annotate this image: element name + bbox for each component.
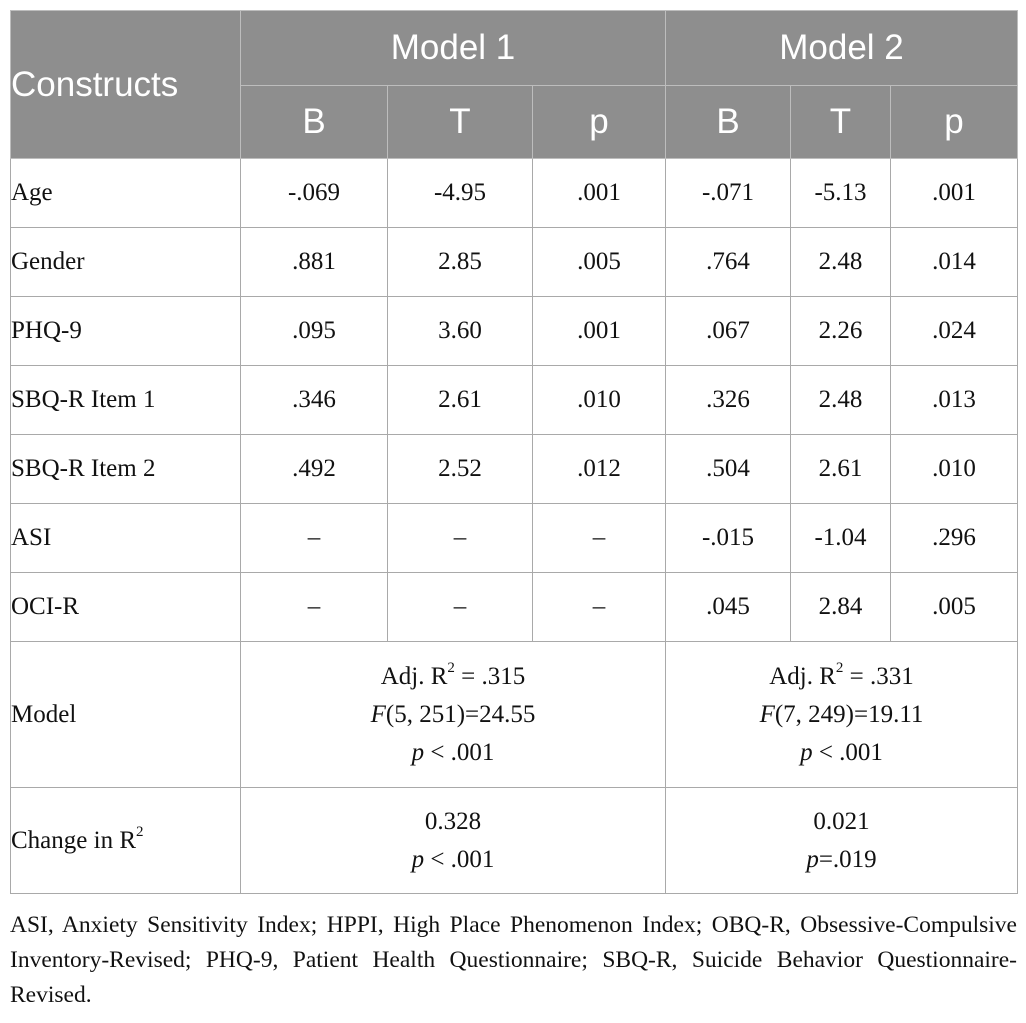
cell-value: 2.61 bbox=[388, 366, 533, 435]
cell-value: .095 bbox=[241, 297, 388, 366]
change-r2-row bbox=[11, 788, 1018, 894]
model1-fit-cell bbox=[241, 642, 666, 788]
change-value: 0.328 bbox=[424, 807, 482, 835]
row-label: SBQ-R Item 2 bbox=[11, 435, 241, 504]
row-label: Change in $R^2$ bbox=[11, 788, 241, 894]
cell-value: .001 bbox=[533, 159, 666, 228]
table-row bbox=[11, 573, 1018, 642]
col-header-b: B bbox=[666, 86, 791, 159]
cell-value: .001 bbox=[891, 159, 1018, 228]
cell-value: 2.26 bbox=[791, 297, 891, 366]
cell-value: – bbox=[241, 504, 388, 573]
row-label: SBQ-R Item 1 bbox=[11, 366, 241, 435]
cell-value: -4.95 bbox=[388, 159, 533, 228]
cell-value: – bbox=[388, 504, 533, 573]
table-row bbox=[11, 297, 1018, 366]
cell-value: -5.13 bbox=[791, 159, 891, 228]
cell-value: .326 bbox=[666, 366, 791, 435]
cell-value: -1.04 bbox=[791, 504, 891, 573]
cell-value: -.015 bbox=[666, 504, 791, 573]
p-value-line: p < .001 bbox=[411, 738, 495, 766]
cell-value: – bbox=[241, 573, 388, 642]
row-label: OCI-R bbox=[11, 573, 241, 642]
col-header-p: p bbox=[891, 86, 1018, 159]
model2-header: Model 2 bbox=[666, 11, 1018, 86]
cell-value: .005 bbox=[533, 228, 666, 297]
table-row bbox=[11, 366, 1018, 435]
cell-value: 2.48 bbox=[791, 366, 891, 435]
regression-table bbox=[10, 10, 1018, 894]
cell-value: -.069 bbox=[241, 159, 388, 228]
model2-change-cell bbox=[666, 788, 1018, 894]
cell-value: .012 bbox=[533, 435, 666, 504]
cell-value: – bbox=[388, 573, 533, 642]
col-header-t: T bbox=[388, 86, 533, 159]
cell-value: .001 bbox=[533, 297, 666, 366]
cell-value: .296 bbox=[891, 504, 1018, 573]
cell-value: .014 bbox=[891, 228, 1018, 297]
cell-value: .010 bbox=[891, 435, 1018, 504]
model-fit-row bbox=[11, 642, 1018, 788]
table-footnote: ASI, Anxiety Sensitivity Index; HPPI, High Place Phenomenon Index; OBQ-R, Obsessive-Compulsive Inventory-Revised; PHQ-9, Patient Health Questionnaire; SBQ-R, Suicide Behavior Questionnaire-Revised. bbox=[10, 912, 1017, 1008]
change-value: 0.021 bbox=[813, 807, 870, 835]
cell-value: 2.85 bbox=[388, 228, 533, 297]
cell-value: .492 bbox=[241, 435, 388, 504]
model1-change-cell bbox=[241, 788, 666, 894]
cell-value: .881 bbox=[241, 228, 388, 297]
p-value-line: p < .001 bbox=[800, 738, 883, 766]
col-header-t: T bbox=[791, 86, 891, 159]
cell-value: .045 bbox=[666, 573, 791, 642]
adj-r2-line: Adj. $R^2 = .331$ bbox=[769, 659, 914, 690]
cell-value: 2.61 bbox=[791, 435, 891, 504]
constructs-header: Constructs bbox=[11, 11, 241, 159]
p-value-line: p=.019 bbox=[806, 845, 877, 873]
table-container bbox=[10, 10, 1017, 1013]
cell-value: .504 bbox=[666, 435, 791, 504]
cell-value: 2.84 bbox=[791, 573, 891, 642]
cell-value: .005 bbox=[891, 573, 1018, 642]
row-label: Age bbox=[11, 159, 241, 228]
cell-value: – bbox=[533, 573, 666, 642]
model1-header: Model 1 bbox=[241, 11, 666, 86]
cell-value: 2.52 bbox=[388, 435, 533, 504]
adj-r2-line: Adj. $R^2 = .315$ bbox=[380, 659, 526, 690]
col-header-b: B bbox=[241, 86, 388, 159]
f-stat-line: F(7, 249)=19.11 bbox=[759, 700, 924, 728]
cell-value: -.071 bbox=[666, 159, 791, 228]
cell-value: .013 bbox=[891, 366, 1018, 435]
f-stat-line: F(5, 251)=24.55 bbox=[370, 700, 536, 728]
model2-fit-cell bbox=[666, 642, 1018, 788]
table-row bbox=[11, 435, 1018, 504]
row-label: PHQ-9 bbox=[11, 297, 241, 366]
row-label: ASI bbox=[11, 504, 241, 573]
col-header-p: p bbox=[533, 86, 666, 159]
cell-value: .764 bbox=[666, 228, 791, 297]
row-label: Model bbox=[11, 642, 241, 788]
table-row bbox=[11, 159, 1018, 228]
table-row bbox=[11, 228, 1018, 297]
cell-value: .024 bbox=[891, 297, 1018, 366]
cell-value: – bbox=[533, 504, 666, 573]
cell-value: .067 bbox=[666, 297, 791, 366]
p-value-line: p < .001 bbox=[411, 845, 495, 873]
cell-value: .346 bbox=[241, 366, 388, 435]
cell-value: .010 bbox=[533, 366, 666, 435]
cell-value: 2.48 bbox=[791, 228, 891, 297]
row-label: Gender bbox=[11, 228, 241, 297]
cell-value: 3.60 bbox=[388, 297, 533, 366]
table-row bbox=[11, 504, 1018, 573]
